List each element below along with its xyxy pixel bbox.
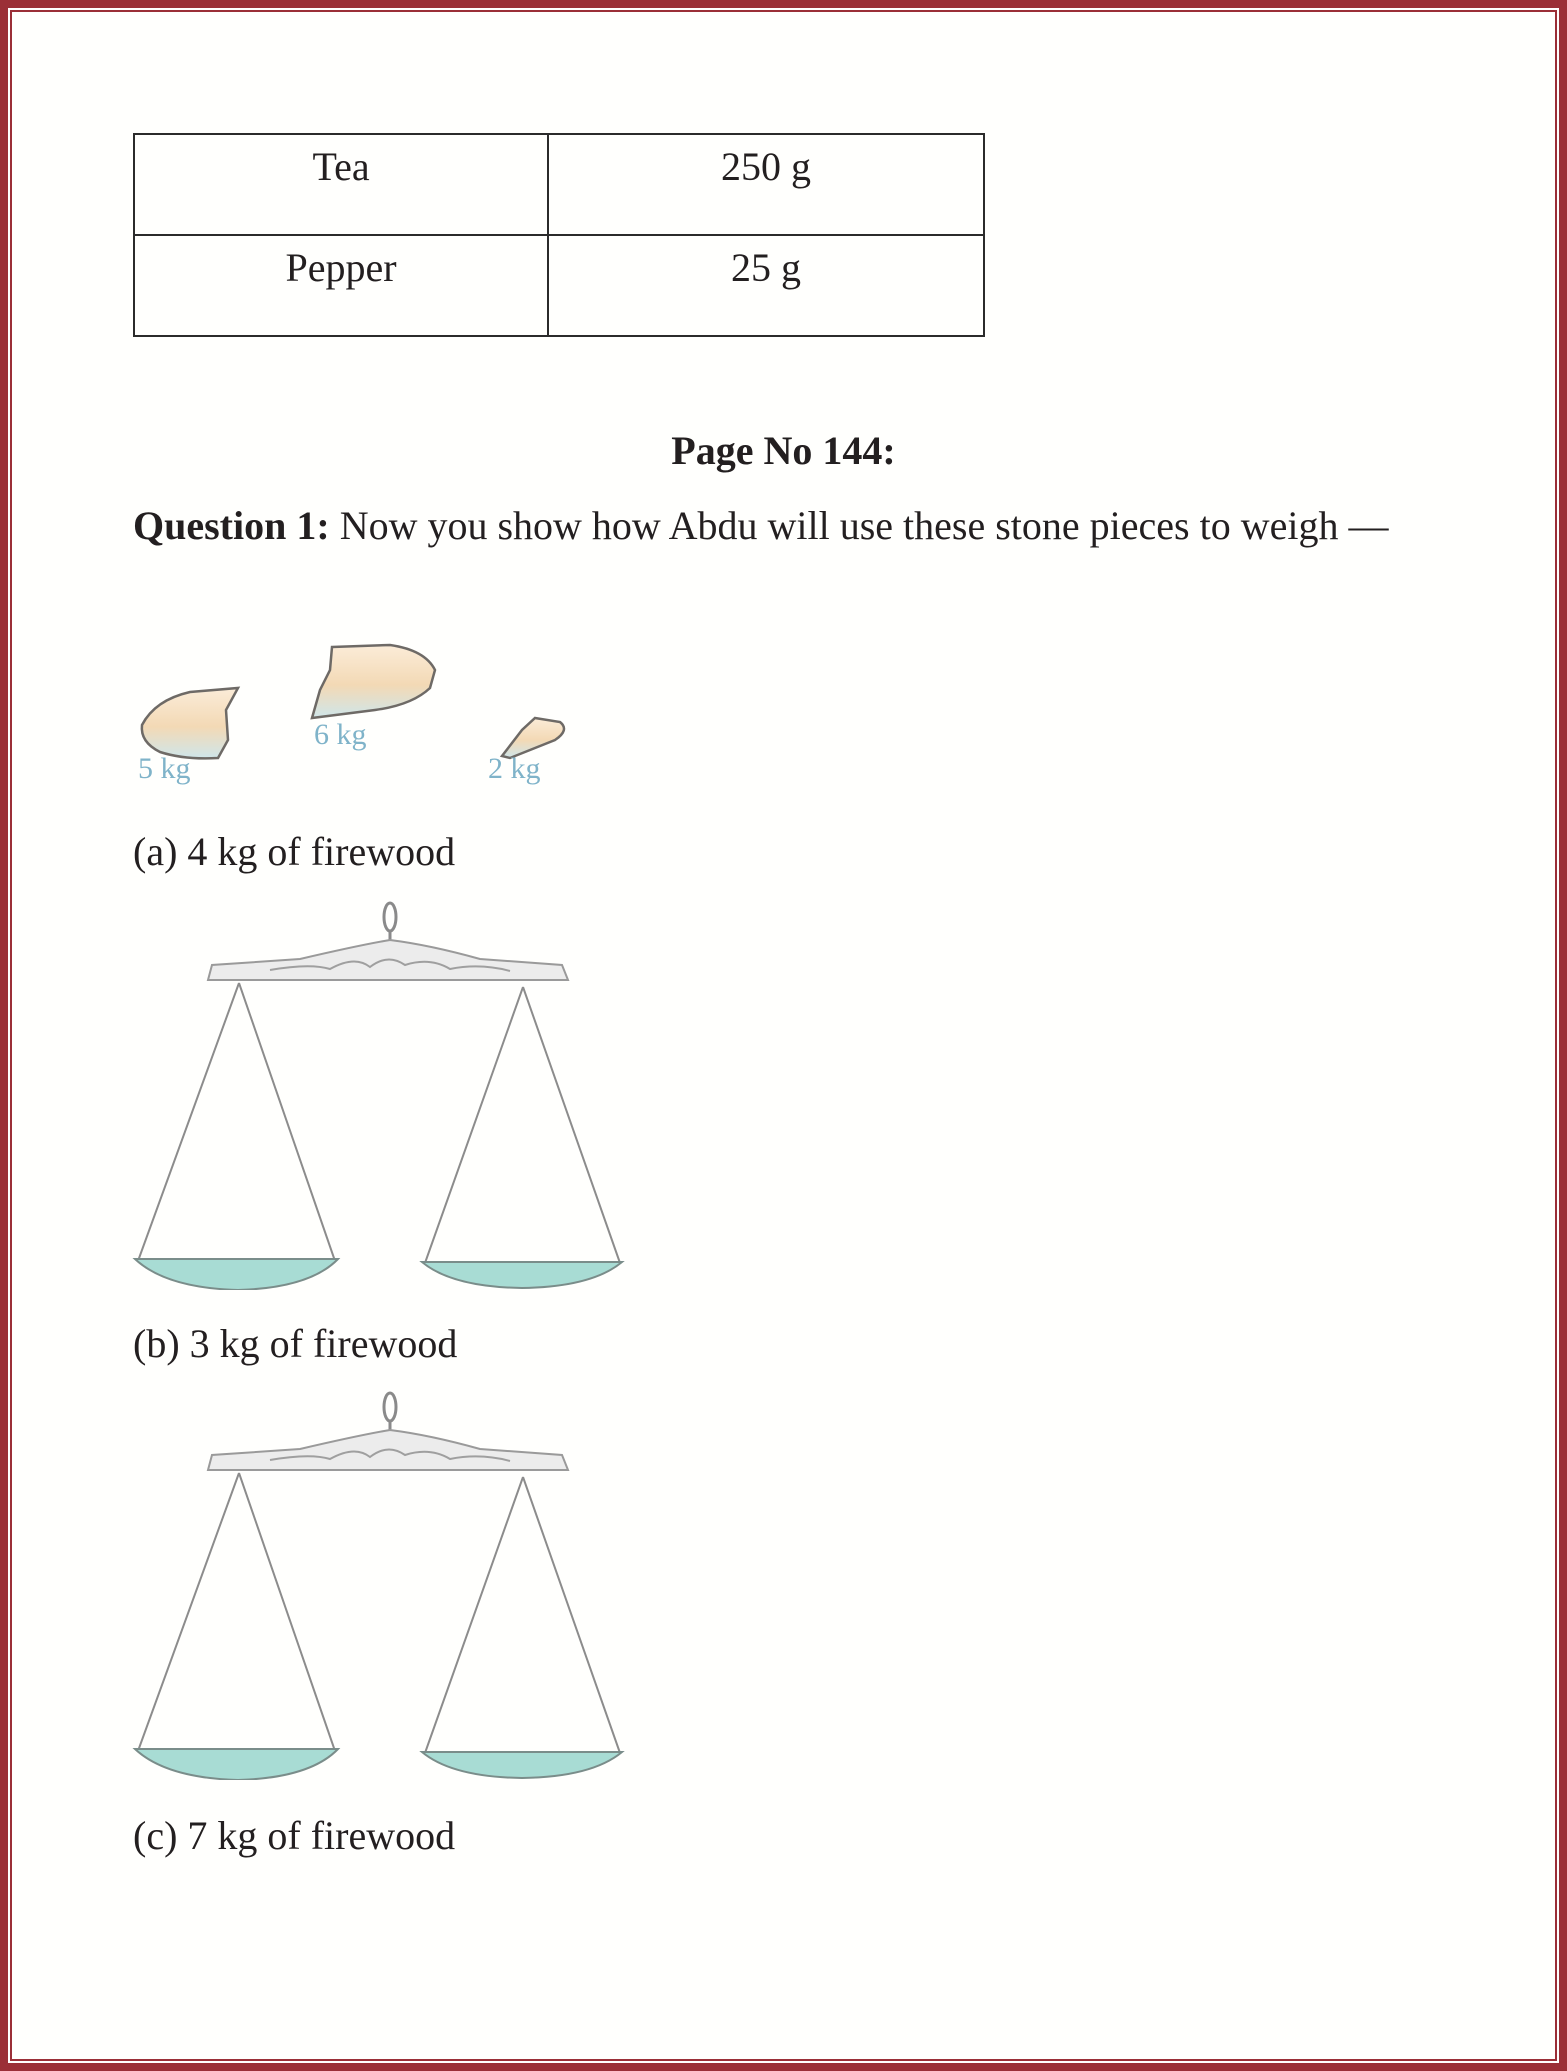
part-a-label: (a) 4 kg of firewood — [133, 829, 456, 874]
weights-table — [133, 133, 985, 337]
stone-label-6kg: 6 kg — [314, 718, 367, 751]
page-heading: Page No 144: — [671, 428, 896, 473]
question-1 — [133, 498, 1431, 554]
question-text: Now you show how Abdu will use these stone pieces to weigh — — [329, 503, 1389, 548]
table-cell-item: Pepper — [134, 235, 548, 336]
part-b-label: (b) 3 kg of firewood — [133, 1321, 458, 1366]
table-row — [134, 235, 984, 336]
stone-icon — [312, 645, 435, 718]
balance-scale-icon — [130, 895, 630, 1290]
table-cell-quantity: 25 g — [548, 235, 984, 336]
stone-icon — [142, 688, 238, 758]
stone-label-5kg: 5 kg — [138, 752, 191, 785]
table-row — [134, 134, 984, 235]
part-c-label: (c) 7 kg of firewood — [133, 1813, 456, 1858]
table-cell-quantity: 250 g — [548, 134, 984, 235]
stones-illustration — [130, 630, 570, 800]
table-cell-item: Tea — [134, 134, 548, 235]
balance-scale-icon — [130, 1385, 630, 1780]
question-label: Question 1: — [133, 503, 330, 548]
stone-label-2kg: 2 kg — [488, 752, 541, 785]
